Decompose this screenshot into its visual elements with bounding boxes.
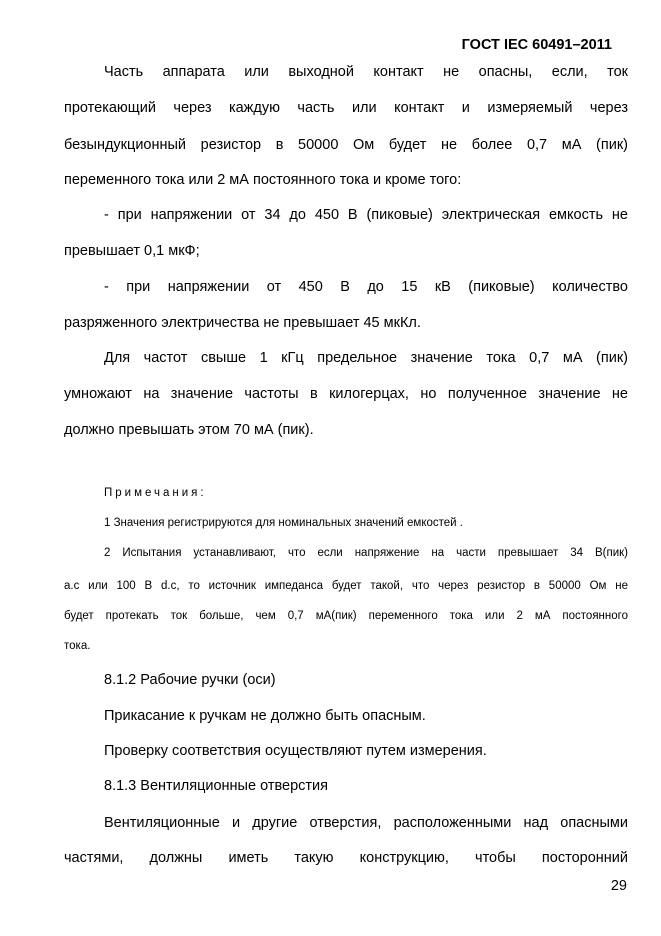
body-line: разряженного электричества не превышает 45 мкКл. bbox=[64, 315, 421, 331]
page-header-standard: ГОСТ IEC 60491–2011 bbox=[461, 37, 612, 53]
section-title-812: 8.1.2 Рабочие ручки (оси) bbox=[104, 672, 276, 688]
note-line: тока. bbox=[64, 640, 91, 652]
body-line: протекающий через каждую часть или контакт и измеряемый через bbox=[64, 100, 628, 116]
section-title-813: 8.1.3 Вентиляционные отверстия bbox=[104, 778, 328, 794]
body-line: должно превышать этом 70 мА (пик). bbox=[64, 422, 314, 438]
notes-heading: Примечания: bbox=[104, 487, 207, 499]
body-line: Часть аппарата или выходной контакт не опасны, если, ток bbox=[104, 64, 628, 80]
body-line: безындукционный резистор в 50000 Ом будет не более 0,7 мА (пик) bbox=[64, 137, 628, 153]
section-text: Прикасание к ручкам не должно быть опасным. bbox=[104, 708, 426, 724]
section-text: частями, должны иметь такую конструкцию, чтобы посторонний bbox=[64, 850, 628, 866]
note-line: будет протекать ток больше, чем 0,7 мА(пик) переменного тока или 2 мА постоянного bbox=[64, 610, 628, 622]
section-text: Вентиляционные и другие отверстия, расположенными над опасными bbox=[104, 815, 628, 831]
body-line: - при напряжении от 450 В до 15 кВ (пиковые) количество bbox=[104, 279, 628, 295]
body-line: - при напряжении от 34 до 450 В (пиковые) электрическая емкость не bbox=[104, 207, 628, 223]
body-line: Для частот свыше 1 кГц предельное значение тока 0,7 мА (пик) bbox=[104, 350, 628, 366]
note-line: 2 Испытания устанавливают, что если напряжение на части превышает 34 В(пик) bbox=[104, 547, 628, 559]
body-line: переменного тока или 2 мА постоянного тока и кроме того: bbox=[64, 172, 462, 188]
page-number: 29 bbox=[610, 878, 627, 894]
body-line: умножают на значение частоты в килогерцах, но полученное значение не bbox=[64, 386, 628, 402]
body-line: превышает 0,1 мкФ; bbox=[64, 243, 200, 259]
note-line: a.c или 100 В d.c, то источник импеданса будет такой, что через резистор в 50000 Ом не bbox=[64, 580, 628, 592]
section-text: Проверку соответствия осуществляют путем измерения. bbox=[104, 743, 487, 759]
note-line: 1 Значения регистрируются для номинальных значений емкостей . bbox=[104, 517, 463, 529]
